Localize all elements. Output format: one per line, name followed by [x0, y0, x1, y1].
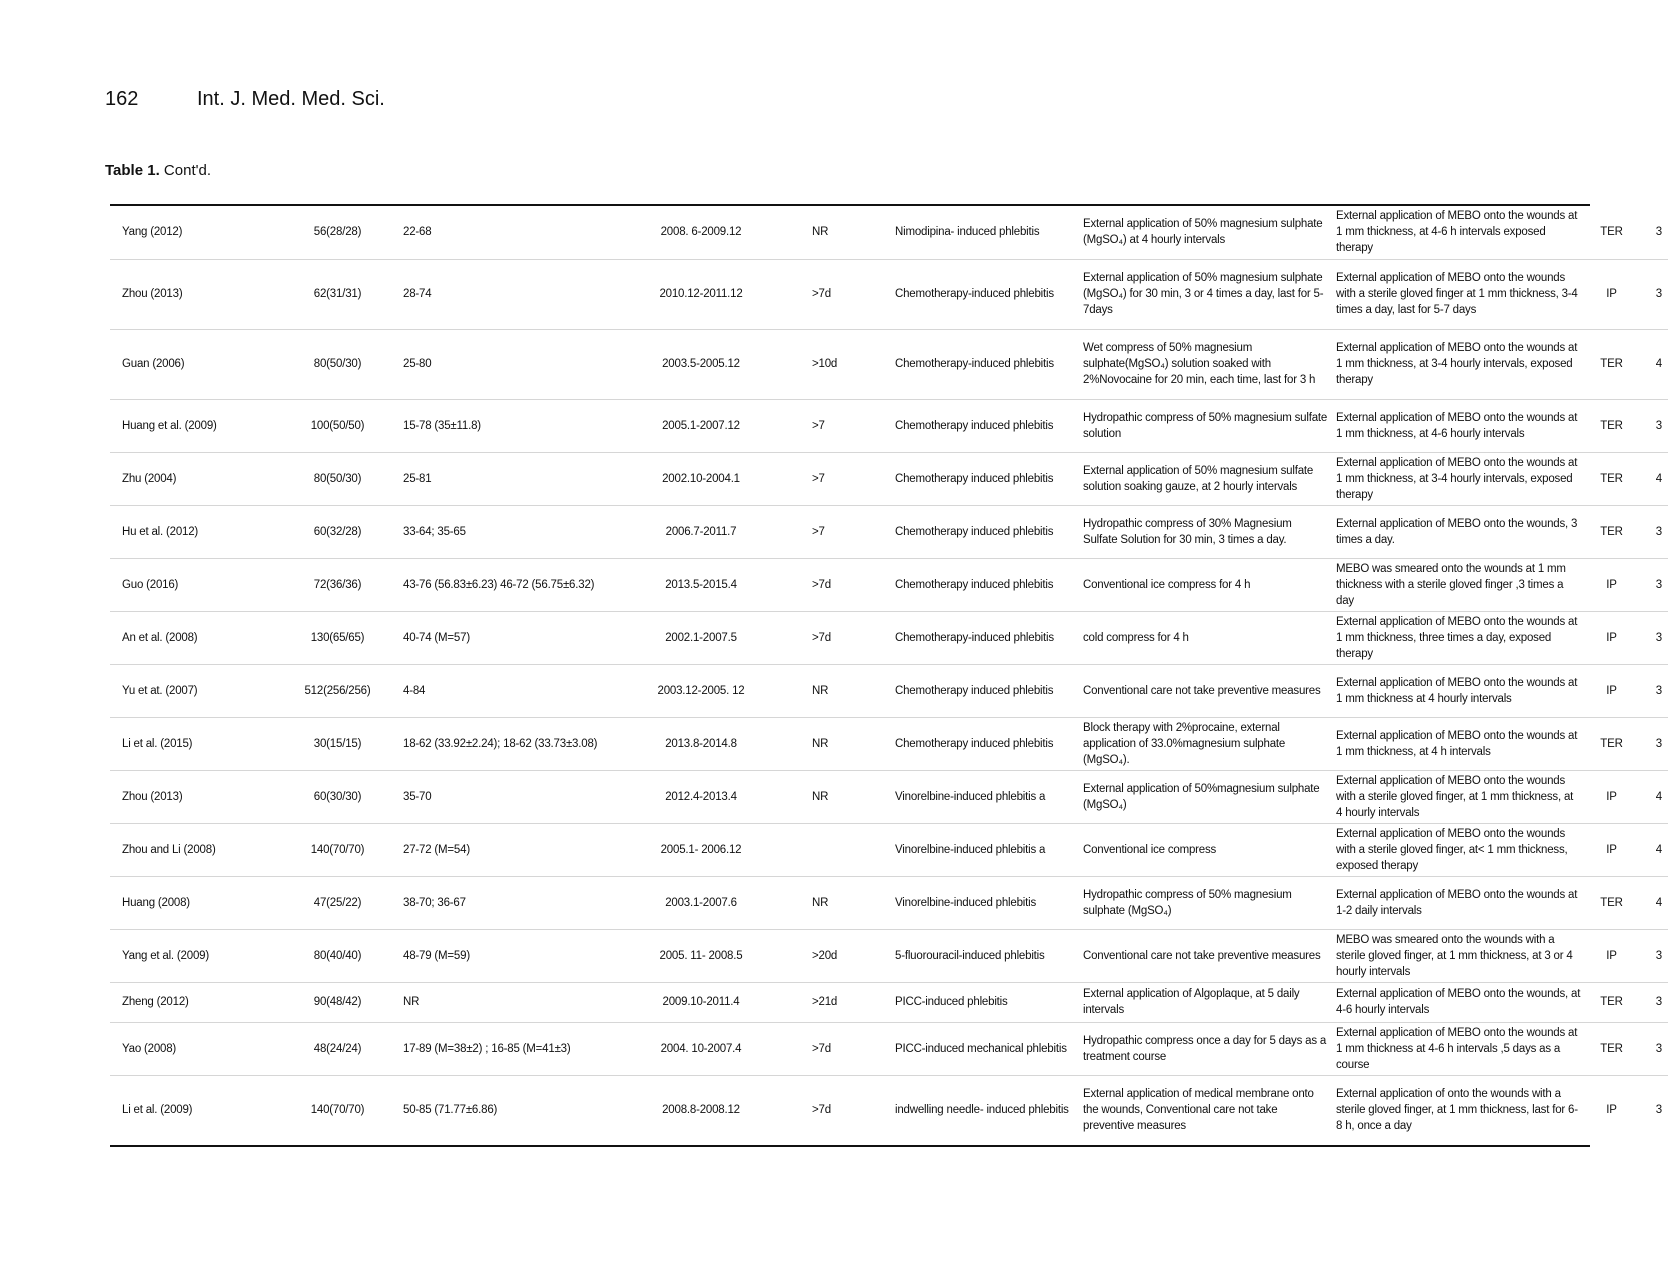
score-cell: 3	[1638, 399, 1668, 452]
table-row	[110, 399, 1668, 452]
period-cell: 2005. 11- 2008.5	[612, 929, 790, 982]
score-cell: 4	[1638, 452, 1668, 505]
mebo-treatment-cell: External application of MEBO onto the wounds, at 4-6 hourly intervals	[1332, 982, 1585, 1022]
outcome-cell: TER	[1585, 1022, 1638, 1075]
phlebitis-type-cell: 5-fluorouracil-induced phlebitis	[891, 929, 1079, 982]
phlebitis-type-cell: PICC-induced phlebitis	[891, 982, 1079, 1022]
outcome-cell: IP	[1585, 929, 1638, 982]
phlebitis-type-cell: Chemotherapy induced phlebitis	[891, 558, 1079, 611]
study-cell: Zhou (2013)	[110, 770, 276, 823]
study-cell: Huang (2008)	[110, 876, 276, 929]
score-cell: 3	[1638, 206, 1668, 259]
mebo-treatment-cell: External application of MEBO onto the wounds at 1 mm thickness, at 3-4 hourly intervals, exposed therapy	[1332, 452, 1585, 505]
outcome-cell: IP	[1585, 770, 1638, 823]
outcome-cell: IP	[1606, 1104, 1617, 1117]
sample-cell: 56(28/28)	[276, 206, 399, 259]
table-row	[110, 876, 1668, 929]
age-cell: 4-84	[399, 664, 612, 717]
age-cell: 50-85 (71.77±6.86)	[403, 1104, 498, 1117]
control-treatment-cell: Wet compress of 50% magnesium sulphate(MgSO₄) solution soaked with 2%Novocaine for 20 min, each time, last for 3 h	[1079, 329, 1332, 399]
duration-cell: >7d	[812, 1104, 831, 1117]
sample-cell: 30(15/15)	[276, 717, 399, 770]
score-cell: 3	[1638, 664, 1668, 717]
sample-cell: 60(30/30)	[276, 770, 399, 823]
period-cell: 2003.1-2007.6	[612, 876, 790, 929]
age-cell: 38-70; 36-67	[399, 876, 612, 929]
outcome-cell: IP	[1585, 611, 1638, 664]
outcome-cell: TER	[1585, 452, 1638, 505]
period-cell: 2005.1- 2006.12	[612, 823, 790, 876]
mebo-treatment-cell: MEBO was smeared onto the wounds at 1 mm thickness with a sterile gloved finger ,3 times a day	[1332, 558, 1585, 611]
period-cell: 2006.7-2011.7	[612, 505, 790, 558]
age-cell: 18-62 (33.92±2.24); 18-62 (33.73±3.08)	[399, 717, 612, 770]
study-cell: Yu et at. (2007)	[110, 664, 276, 717]
table-row	[110, 329, 1668, 399]
sample-cell: 130(65/65)	[276, 611, 399, 664]
age-cell: 48-79 (M=59)	[399, 929, 612, 982]
duration-cell: NR	[790, 717, 891, 770]
control-treatment-cell: Conventional ice compress	[1079, 823, 1332, 876]
mebo-treatment-cell: External application of MEBO onto the wounds with a sterile gloved finger, at 1 mm thickness, at 4 hourly intervals	[1332, 770, 1585, 823]
period-cell: 2003.5-2005.12	[612, 329, 790, 399]
period-cell: 2002.1-2007.5	[612, 611, 790, 664]
table-bottom-rule	[110, 1145, 1590, 1147]
sample-cell: 80(40/40)	[276, 929, 399, 982]
age-cell: 35-70	[399, 770, 612, 823]
sample-cell: 60(32/28)	[276, 505, 399, 558]
age-cell: 15-78 (35±11.8)	[399, 399, 612, 452]
study-cell: An et al. (2008)	[110, 611, 276, 664]
phlebitis-type-cell: Chemotherapy-induced phlebitis	[891, 329, 1079, 399]
duration-cell: >7d	[790, 611, 891, 664]
control-treatment-cell: cold compress for 4 h	[1079, 611, 1332, 664]
study-cell: Li et al. (2015)	[110, 717, 276, 770]
period-cell: 2009.10-2011.4	[612, 982, 790, 1022]
table-row	[110, 259, 1668, 329]
duration-cell: >10d	[790, 329, 891, 399]
study-cell: Zheng (2012)	[110, 982, 276, 1022]
control-treatment-cell: Hydropathic compress of 50% magnesium sulphate (MgSO₄)	[1079, 876, 1332, 929]
control-treatment-cell: External application of medical membrane onto the wounds, Conventional care not take preventive measures	[1083, 1088, 1314, 1133]
control-treatment-cell: Hydropathic compress of 50% magnesium sulfate solution	[1079, 399, 1332, 452]
score-cell: 3	[1638, 929, 1668, 982]
outcome-cell: TER	[1585, 982, 1638, 1022]
score-cell: 4	[1638, 770, 1668, 823]
score-cell: 4	[1638, 329, 1668, 399]
table-row	[110, 558, 1668, 611]
age-cell: 28-74	[399, 259, 612, 329]
mebo-treatment-cell: External application of MEBO onto the wounds at 1 mm thickness, at 4-6 h intervals exposed therapy	[1332, 206, 1585, 259]
study-cell: Zhu (2004)	[110, 452, 276, 505]
outcome-cell: TER	[1585, 505, 1638, 558]
outcome-cell: IP	[1585, 558, 1638, 611]
study-cell: Li et al. (2009)	[122, 1104, 193, 1117]
duration-cell: NR	[790, 664, 891, 717]
sample-cell: 140(70/70)	[310, 1104, 365, 1117]
sample-cell: 140(70/70)	[276, 823, 399, 876]
mebo-treatment-cell: External application of MEBO onto the wounds with a sterile gloved finger at 1 mm thickness, 3-4 times a day, last for 5-7 days	[1332, 259, 1585, 329]
score-cell: 3	[1638, 259, 1668, 329]
mebo-treatment-cell: External application of MEBO onto the wounds at 1 mm thickness, three times a day, exposed therapy	[1332, 611, 1585, 664]
journal-title: Int. J. Med. Med. Sci.	[197, 88, 385, 110]
control-treatment-cell: External application of 50% magnesium sulfate solution soaking gauze, at 2 hourly intervals	[1079, 452, 1332, 505]
score-cell: 3	[1655, 1104, 1662, 1117]
period-cell: 2012.4-2013.4	[612, 770, 790, 823]
sample-cell: 72(36/36)	[276, 558, 399, 611]
duration-cell: NR	[790, 206, 891, 259]
table-caption	[105, 162, 211, 179]
study-cell: Hu et al. (2012)	[110, 505, 276, 558]
sample-cell: 80(50/30)	[276, 452, 399, 505]
table-label: Table 1.	[105, 162, 160, 179]
study-cell: Guo (2016)	[110, 558, 276, 611]
study-cell: Zhou (2013)	[110, 259, 276, 329]
duration-cell: >7d	[790, 1022, 891, 1075]
period-cell: 2013.5-2015.4	[612, 558, 790, 611]
sample-cell: 62(31/31)	[276, 259, 399, 329]
score-cell: 3	[1638, 1022, 1668, 1075]
mebo-treatment-cell: External application of MEBO onto the wounds at 1 mm thickness, at 4 h intervals	[1332, 717, 1585, 770]
score-cell: 3	[1638, 505, 1668, 558]
page-number: 162	[105, 88, 139, 110]
outcome-cell: TER	[1585, 399, 1638, 452]
sample-cell: 48(24/24)	[276, 1022, 399, 1075]
study-cell: Yao (2008)	[110, 1022, 276, 1075]
mebo-treatment-cell: MEBO was smeared onto the wounds with a sterile gloved finger, at 1 mm thickness, at 3 or 4 hourly intervals	[1332, 929, 1585, 982]
table-caption-text: Cont'd.	[163, 162, 211, 179]
period-cell: 2010.12-2011.12	[612, 259, 790, 329]
score-cell: 3	[1638, 717, 1668, 770]
duration-cell: NR	[790, 770, 891, 823]
table-row	[110, 717, 1668, 770]
outcome-cell: TER	[1585, 717, 1638, 770]
phlebitis-type-cell: indwelling needle- induced phlebitis	[895, 1104, 1069, 1117]
table-container	[110, 204, 1662, 1147]
phlebitis-type-cell: Chemotherapy induced phlebitis	[891, 452, 1079, 505]
duration-cell: >7	[790, 505, 891, 558]
control-treatment-cell: Conventional care not take preventive measures	[1079, 664, 1332, 717]
sample-cell: 100(50/50)	[276, 399, 399, 452]
control-treatment-cell: Hydropathic compress once a day for 5 days as a treatment course	[1079, 1022, 1332, 1075]
age-cell: 27-72 (M=54)	[399, 823, 612, 876]
mebo-treatment-cell: External application of MEBO onto the wounds at 1 mm thickness at 4 hourly intervals	[1332, 664, 1585, 717]
table-body	[110, 206, 1668, 1145]
duration-cell: >20d	[790, 929, 891, 982]
table-row	[110, 770, 1668, 823]
mebo-treatment-cell: External application of MEBO onto the wounds at 1 mm thickness, at 3-4 hourly intervals, exposed therapy	[1332, 329, 1585, 399]
table-row	[110, 611, 1668, 664]
control-treatment-cell: External application of Algoplaque, at 5 daily intervals	[1079, 982, 1332, 1022]
score-cell: 3	[1638, 558, 1668, 611]
phlebitis-type-cell: Chemotherapy induced phlebitis	[891, 664, 1079, 717]
age-cell: 33-64; 35-65	[399, 505, 612, 558]
score-cell: 4	[1638, 823, 1668, 876]
control-treatment-cell: Conventional ice compress for 4 h	[1079, 558, 1332, 611]
mebo-treatment-cell: External application of MEBO onto the wounds at 1 mm thickness, at 4-6 hourly intervals	[1332, 399, 1585, 452]
duration-cell: >21d	[790, 982, 891, 1022]
study-cell: Yang (2012)	[110, 206, 276, 259]
period-cell: 2003.12-2005. 12	[612, 664, 790, 717]
duration-cell: >7d	[790, 558, 891, 611]
score-cell: 3	[1638, 982, 1668, 1022]
mebo-treatment-cell: External application of MEBO onto the wounds, 3 times a day.	[1332, 505, 1585, 558]
phlebitis-type-cell: Chemotherapy-induced phlebitis	[891, 611, 1079, 664]
table-row	[110, 929, 1668, 982]
age-cell: 43-76 (56.83±6.23) 46-72 (56.75±6.32)	[399, 558, 612, 611]
table-row	[110, 1075, 1668, 1145]
age-cell: 17-89 (M=38±2) ; 16-85 (M=41±3)	[399, 1022, 612, 1075]
outcome-cell: IP	[1585, 823, 1638, 876]
control-treatment-cell: Hydropathic compress of 30% Magnesium Sulfate Solution for 30 min, 3 times a day.	[1079, 505, 1332, 558]
outcome-cell: TER	[1585, 329, 1638, 399]
control-treatment-cell: External application of 50% magnesium sulphate (MgSO₄) at 4 hourly intervals	[1079, 206, 1332, 259]
table-row	[110, 982, 1668, 1022]
score-cell: 4	[1638, 876, 1668, 929]
control-treatment-cell: Conventional care not take preventive measures	[1079, 929, 1332, 982]
mebo-treatment-cell: External application of MEBO onto the wounds with a sterile gloved finger, at< 1 mm thickness, exposed therapy	[1332, 823, 1585, 876]
age-cell: 22-68	[399, 206, 612, 259]
duration-cell: >7d	[790, 259, 891, 329]
sample-cell: 80(50/30)	[276, 329, 399, 399]
period-cell: 2008. 6-2009.12	[612, 206, 790, 259]
age-cell: 25-80	[399, 329, 612, 399]
period-cell: 2002.10-2004.1	[612, 452, 790, 505]
phlebitis-type-cell: Nimodipina- induced phlebitis	[891, 206, 1079, 259]
phlebitis-type-cell: Chemotherapy induced phlebitis	[891, 505, 1079, 558]
age-cell: 25-81	[399, 452, 612, 505]
outcome-cell: IP	[1585, 259, 1638, 329]
sample-cell: 47(25/22)	[276, 876, 399, 929]
table-row	[110, 1022, 1668, 1075]
duration-cell: >7	[790, 399, 891, 452]
table-row	[110, 823, 1668, 876]
study-cell: Huang et al. (2009)	[110, 399, 276, 452]
phlebitis-type-cell: Chemotherapy-induced phlebitis	[891, 259, 1079, 329]
period-cell: 2013.8-2014.8	[612, 717, 790, 770]
study-cell: Yang et al. (2009)	[110, 929, 276, 982]
period-cell: 2004. 10-2007.4	[612, 1022, 790, 1075]
phlebitis-type-cell: Vinorelbine-induced phlebitis	[891, 876, 1079, 929]
table-row	[110, 206, 1668, 259]
age-cell: NR	[399, 982, 612, 1022]
page-header	[105, 88, 385, 111]
duration-cell: NR	[790, 876, 891, 929]
control-treatment-cell: External application of 50% magnesium sulphate (MgSO₄) for 30 min, 3 or 4 times a day, last for 5-7days	[1079, 259, 1332, 329]
study-cell: Zhou and Li (2008)	[110, 823, 276, 876]
control-treatment-cell: Block therapy with 2%procaine, external application of 33.0%magnesium sulphate (MgSO₄).	[1079, 717, 1332, 770]
period-cell: 2008.8-2008.12	[662, 1104, 740, 1117]
phlebitis-type-cell: Vinorelbine-induced phlebitis a	[891, 823, 1079, 876]
outcome-cell: TER	[1585, 876, 1638, 929]
phlebitis-type-cell: Chemotherapy induced phlebitis	[891, 717, 1079, 770]
table-row	[110, 452, 1668, 505]
phlebitis-type-cell: Chemotherapy induced phlebitis	[891, 399, 1079, 452]
age-cell: 40-74 (M=57)	[399, 611, 612, 664]
data-table	[110, 206, 1668, 1145]
sample-cell: 512(256/256)	[276, 664, 399, 717]
phlebitis-type-cell: PICC-induced mechanical phlebitis	[891, 1022, 1079, 1075]
control-treatment-cell: External application of 50%magnesium sulphate (MgSO₄)	[1079, 770, 1332, 823]
outcome-cell: TER	[1585, 206, 1638, 259]
mebo-treatment-cell: External application of MEBO onto the wounds at 1-2 daily intervals	[1332, 876, 1585, 929]
duration-cell	[790, 823, 891, 876]
sample-cell: 90(48/42)	[276, 982, 399, 1022]
mebo-treatment-cell: External application of onto the wounds with a sterile gloved finger, at 1 mm thickness, last for 6-8 h, once a day	[1336, 1088, 1578, 1133]
phlebitis-type-cell: Vinorelbine-induced phlebitis a	[891, 770, 1079, 823]
table-row	[110, 505, 1668, 558]
outcome-cell: IP	[1585, 664, 1638, 717]
score-cell: 3	[1638, 611, 1668, 664]
mebo-treatment-cell: External application of MEBO onto the wounds at 1 mm thickness at 4-6 h intervals ,5 days as a course	[1332, 1022, 1585, 1075]
table-row	[110, 664, 1668, 717]
duration-cell: >7	[790, 452, 891, 505]
period-cell: 2005.1-2007.12	[612, 399, 790, 452]
study-cell: Guan (2006)	[110, 329, 276, 399]
